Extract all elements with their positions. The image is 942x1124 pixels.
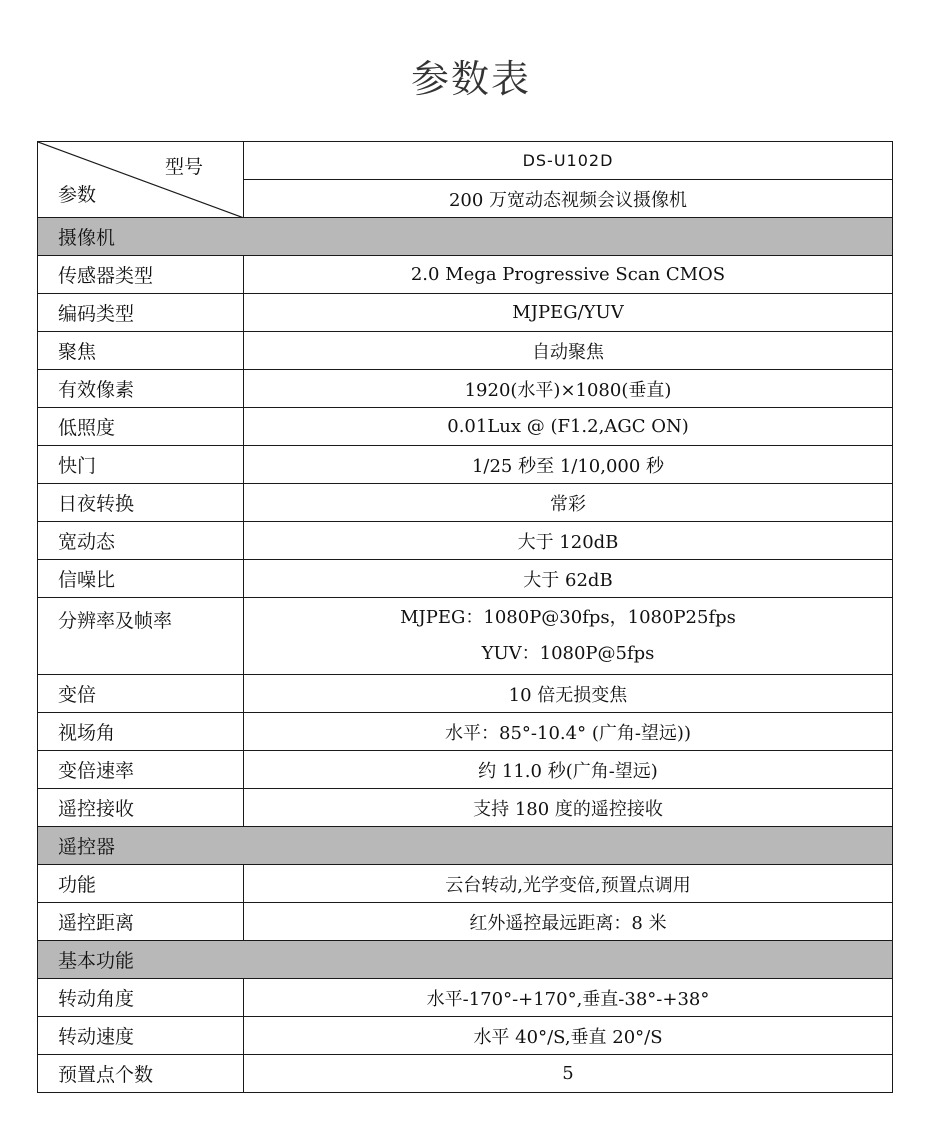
row-value: 云台转动,光学变倍,预置点调用 [244,865,893,903]
row-value: 0.01Lux @ (F1.2,AGC ON) [244,408,893,446]
row-label: 宽动态 [38,522,244,560]
table-row [38,408,893,446]
product-description: 200 万宽动态视频会议摄像机 [244,180,893,218]
row-label: 聚焦 [38,332,244,370]
table-row [38,598,893,675]
row-value: 10 倍无损变焦 [244,675,893,713]
row-value: MJPEG/YUV [244,294,893,332]
row-label: 遥控接收 [38,789,244,827]
table-row [38,332,893,370]
table-row [38,751,893,789]
table-row [38,865,893,903]
row-value: 水平-170°-+170°,垂直-38°-+38° [244,979,893,1017]
row-value-multiline [244,598,893,675]
spec-table [37,141,893,1093]
section-title: 摄像机 [38,218,893,256]
header-row [38,142,893,180]
corner-header-cell [38,142,244,218]
row-label: 日夜转换 [38,484,244,522]
row-value: 大于 120dB [244,522,893,560]
row-value: 支持 180 度的遥控接收 [244,789,893,827]
section-row [38,218,893,256]
row-label: 转动角度 [38,979,244,1017]
row-value: 水平 40°/S,垂直 20°/S [244,1017,893,1055]
section-row [38,941,893,979]
row-value-line: MJPEG：1080P@30fps，1080P25fps [400,607,736,628]
param-label: 参数 [58,184,97,206]
row-label: 功能 [38,865,244,903]
table-row [38,903,893,941]
row-label: 有效像素 [38,370,244,408]
row-value: 1920(水平)×1080(垂直) [244,370,893,408]
row-label: 视场角 [38,713,244,751]
table-row [38,522,893,560]
model-label: 型号 [164,156,203,178]
row-value: 水平：85°-10.4° (广角-望远)) [244,713,893,751]
section-title: 基本功能 [38,941,893,979]
row-value-line: YUV：1080P@5fps [481,643,655,664]
table-row [38,1055,893,1093]
row-label: 预置点个数 [38,1055,244,1093]
row-value: 2.0 Mega Progressive Scan CMOS [244,256,893,294]
row-label: 分辨率及帧率 [38,598,244,675]
table-row [38,675,893,713]
row-label: 变倍速率 [38,751,244,789]
row-value: 大于 62dB [244,560,893,598]
section-row [38,827,893,865]
row-label: 信噪比 [38,560,244,598]
row-label: 低照度 [38,408,244,446]
section-title: 遥控器 [38,827,893,865]
table-row [38,256,893,294]
table-row [38,294,893,332]
table-row [38,484,893,522]
table-row [38,370,893,408]
table-row [38,1017,893,1055]
row-value: 红外遥控最远距离：8 米 [244,903,893,941]
model-value: DS-U102D [244,142,893,180]
row-value: 1/25 秒至 1/10,000 秒 [244,446,893,484]
row-value: 常彩 [244,484,893,522]
row-label: 传感器类型 [38,256,244,294]
table-row [38,713,893,751]
table-row [38,560,893,598]
row-label: 转动速度 [38,1017,244,1055]
row-value: 约 11.0 秒(广角-望远) [244,751,893,789]
row-label: 变倍 [38,675,244,713]
table-row [38,789,893,827]
row-label: 编码类型 [38,294,244,332]
table-row [38,446,893,484]
row-value: 自动聚焦 [244,332,893,370]
table-row [38,979,893,1017]
row-label: 快门 [38,446,244,484]
page-title: 参数表 [410,57,531,101]
row-label: 遥控距离 [38,903,244,941]
row-value: 5 [244,1055,893,1093]
